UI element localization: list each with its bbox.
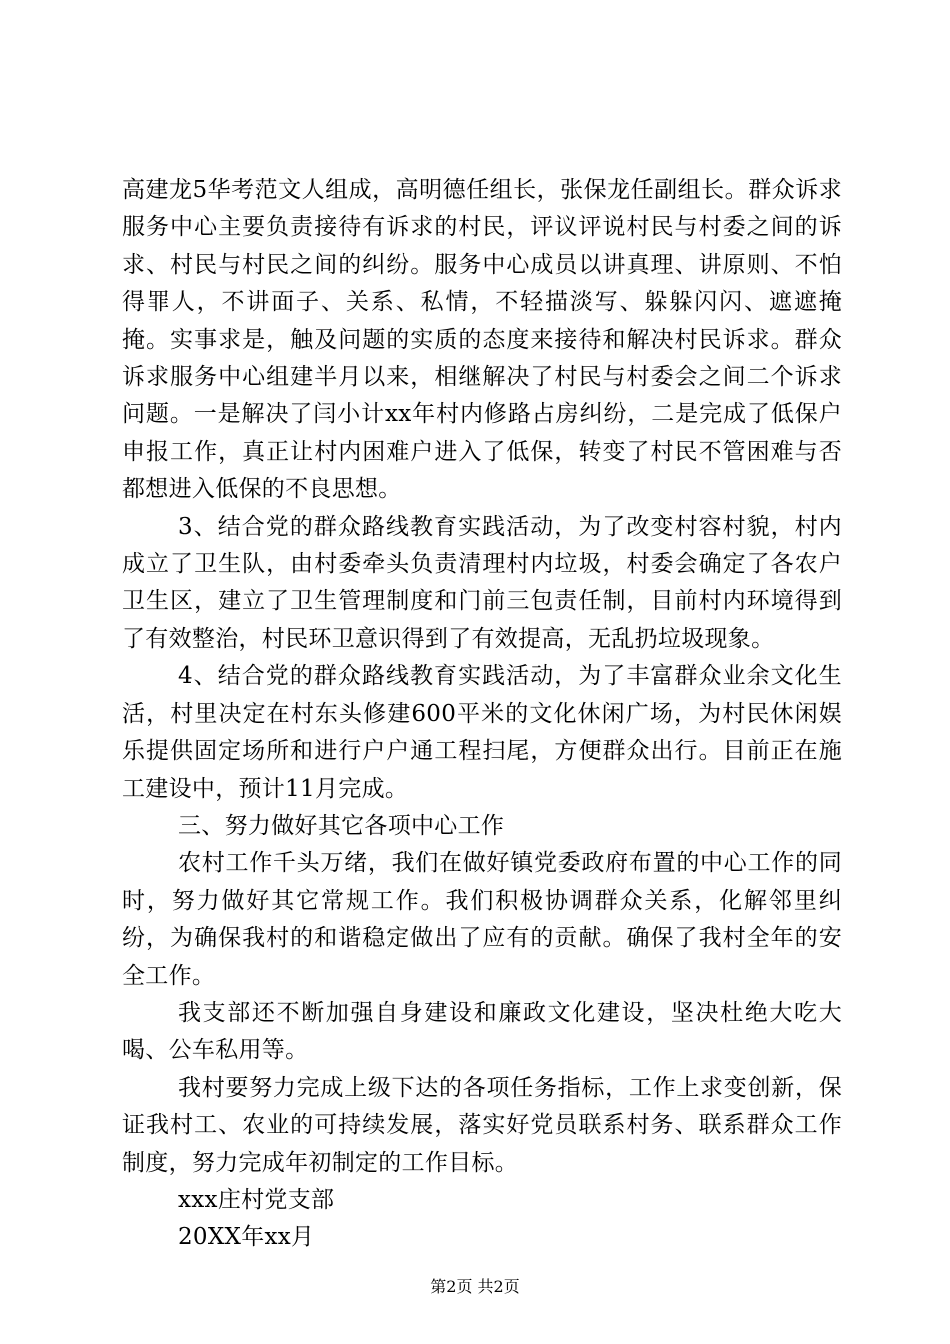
section-heading-other-work: 三、努力做好其它各项中心工作 [178, 812, 505, 839]
document-body [122, 172, 842, 1257]
signature-organization: xxx庄村党支部 [178, 1186, 335, 1213]
paragraph-sanitation: 3、结合党的群众路线教育实践活动，为了改变村容村貌，村内成立了卫生队，由村委牵头负责清理村内垃圾，村委会确定了各农户卫生区，建立了卫生管理制度和门前三包责任制，目前村内环境得到了有效整治，村民环卫意识得到了有效提高，无乱扔垃圾现象。 [122, 513, 842, 652]
paragraph-culture-plaza: 4、结合党的群众路线教育实践活动，为了丰富群众业余文化生活，村里决定在村东头修建600平米的文化休闲广场，为村民休闲娱乐提供固定场所和进行户户通工程扫尾，方便群众出行。目前正在施工建设中，预计11月完成。 [122, 663, 842, 802]
signature-date: 20XX年xx月 [178, 1224, 315, 1251]
page-number-footer: 第2页 共2页 [430, 1277, 520, 1296]
paragraph-goals: 我村要努力完成上级下达的各项任务指标，工作上求变创新，保证我村工、农业的可持续发展，落实好党员联系村务、联系群众工作制度，努力完成年初制定的工作目标。 [122, 1074, 842, 1176]
paragraph-rural-work: 农村工作千头万绪，我们在做好镇党委政府布置的中心工作的同时，努力做好其它常规工作。我们积极协调群众关系，化解邻里纠纷，为确保我村的和谐稳定做出了应有的贡献。确保了我村全年的安全工作。 [122, 850, 842, 989]
paragraph-service-center: 高建龙5华考范文人组成，高明德任组长，张保龙任副组长。群众诉求服务中心主要负责接待有诉求的村民，评议评说村民与村委之间的诉求、村民与村民之间的纠纷。服务中心成员以讲真理、讲原则、不怕得罪人，不讲面子、关系、私情，不轻描淡写、躲躲闪闪、遮遮掩掩。实事求是，触及问题的实质的态度来接待和解决村民诉求。群众诉求服务中心组建半月以来，相继解决了村民与村委会之间二个诉求问题。一是解决了闫小计xx年村内修路占房纠纷，二是完成了低保户申报工作，真正让村内困难户进入了低保，转变了村民不管困难与否都想进入低保的不良思想。 [122, 177, 842, 503]
paragraph-integrity: 我支部还不断加强自身建设和廉政文化建设，坚决杜绝大吃大喝、公车私用等。 [122, 999, 842, 1064]
